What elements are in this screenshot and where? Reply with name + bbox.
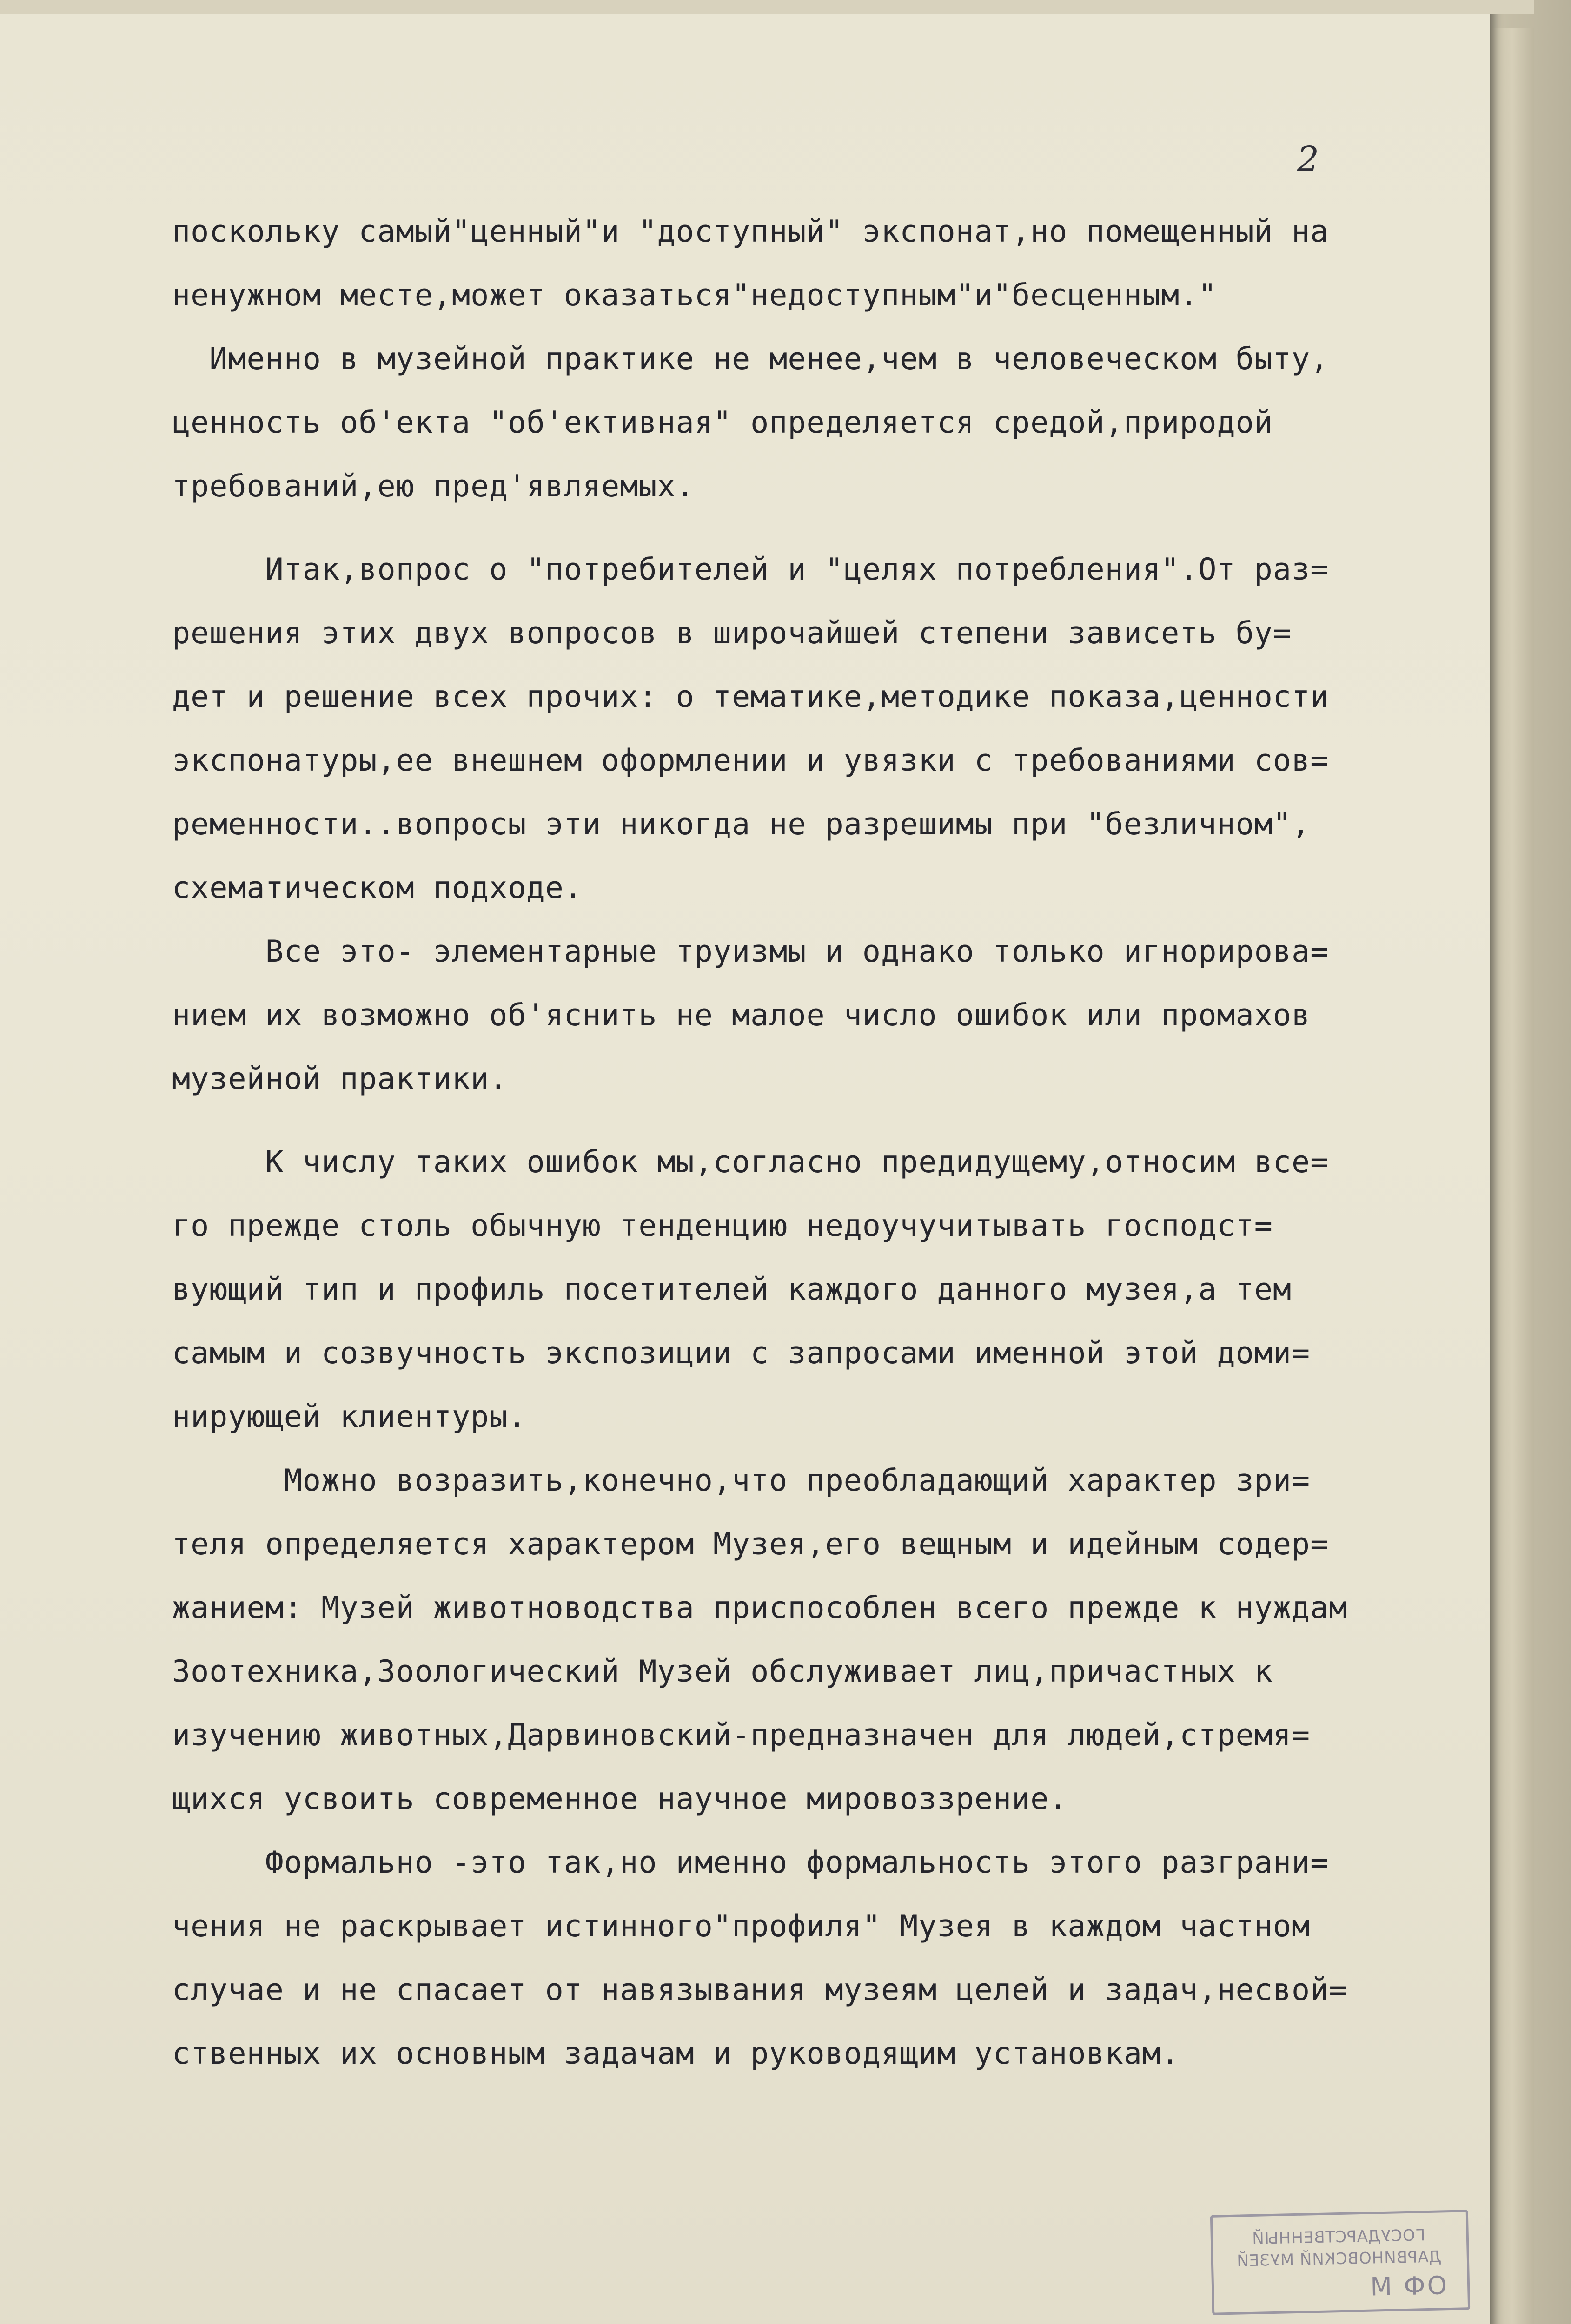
text-line: щихся усвоить современное научное мировоззрение. <box>172 1782 1068 1816</box>
text-line: требований,ею пред'являемых. <box>172 469 695 504</box>
text-line: музейной практики. <box>172 1062 508 1096</box>
page-edge <box>1490 28 1534 2324</box>
text-line: нием их возможно об'яснить не малое число ошибок или промахов <box>172 998 1311 1033</box>
stamp-line: ДАРВИНОВСКИЙ МУЗЕЙ <box>1236 2247 1442 2271</box>
page-top-edge <box>0 0 1534 14</box>
text-line: решения этих двух вопросов в широчайшей степени зависеть бу= <box>172 616 1292 651</box>
text-line: Можно возразить,конечно,что преобладающий характер зри= <box>172 1463 1311 1498</box>
text-line: Именно в музейной практике не менее,чем в человеческом быту, <box>172 342 1329 376</box>
paragraph <box>172 1831 1488 2086</box>
text-line: вующий тип и профиль посетителей каждого данного музея,а тем <box>172 1272 1292 1307</box>
text-line: теля определяется характером Музея,его вещным и идейным содер= <box>172 1527 1329 1562</box>
text-line: самым и созвучность экспозиции с запросами именной этой доми= <box>172 1336 1311 1371</box>
text-line: Зоотехника,Зоологический Музей обслуживает лиц,причастных к <box>172 1654 1273 1689</box>
text-line: дет и решение всех прочих: о тематике,методике показа,ценности <box>172 680 1329 714</box>
text-line: жанием: Музей животноводства приспособлен всего прежде к нуждам <box>172 1591 1348 1625</box>
paragraph <box>172 920 1488 1111</box>
text-line: ценность об'екта "об'ективная" определяется средой,природой <box>172 405 1273 440</box>
text-line: ременности..вопросы эти никогда не разрешимы при "безличном", <box>172 807 1311 842</box>
museum-stamp <box>1210 2210 1470 2315</box>
text-line: изучению животных,Дарвиновский-предназначен для людей,стремя= <box>172 1718 1311 1753</box>
text-line: нирующей клиентуры. <box>172 1400 527 1434</box>
page-number: 2 <box>1297 139 1319 179</box>
stamp-line: ГОСУДАРСТВЕННЫЙ <box>1251 2226 1425 2248</box>
text-line: Формально -это так,но именно формальность этого разграни= <box>172 1845 1329 1880</box>
text-line: схематическом подходе. <box>172 871 583 905</box>
text-line: К числу таких ошибок мы,согласно предидущему,относим все= <box>172 1145 1329 1180</box>
paragraph <box>172 200 1488 518</box>
stamp-code: М ФО <box>1370 2271 1449 2302</box>
text-line: поскольку самый"ценный"и "доступный" экспонат,но помещенный на <box>172 214 1329 249</box>
text-line: случае и не спасает от навязывания музеям целей и задач,несвой= <box>172 1973 1348 2007</box>
text-line: го прежде столь обычную тенденцию недоучучитывать господст= <box>172 1208 1273 1243</box>
paragraph <box>172 1449 1488 1831</box>
paragraph <box>172 1130 1488 1449</box>
text-line: экспонатуры,ее внешнем оформлении и увязки с требованиями сов= <box>172 743 1329 778</box>
text-line: Все это- элементарные труизмы и однако только игнорирова= <box>172 934 1329 969</box>
text-line: ненужном месте,может оказаться"недоступным"и"бесценным." <box>172 278 1217 313</box>
typed-text <box>172 200 1488 2086</box>
paragraph <box>172 538 1488 920</box>
text-line: Итак,вопрос о "потребителей и "целях потребления".От раз= <box>172 552 1329 587</box>
text-line: чения не раскрывает истинного"профиля" Музея в каждом частном <box>172 1909 1311 1944</box>
text-line: ственных их основным задачам и руководящим установкам. <box>172 2036 1180 2071</box>
